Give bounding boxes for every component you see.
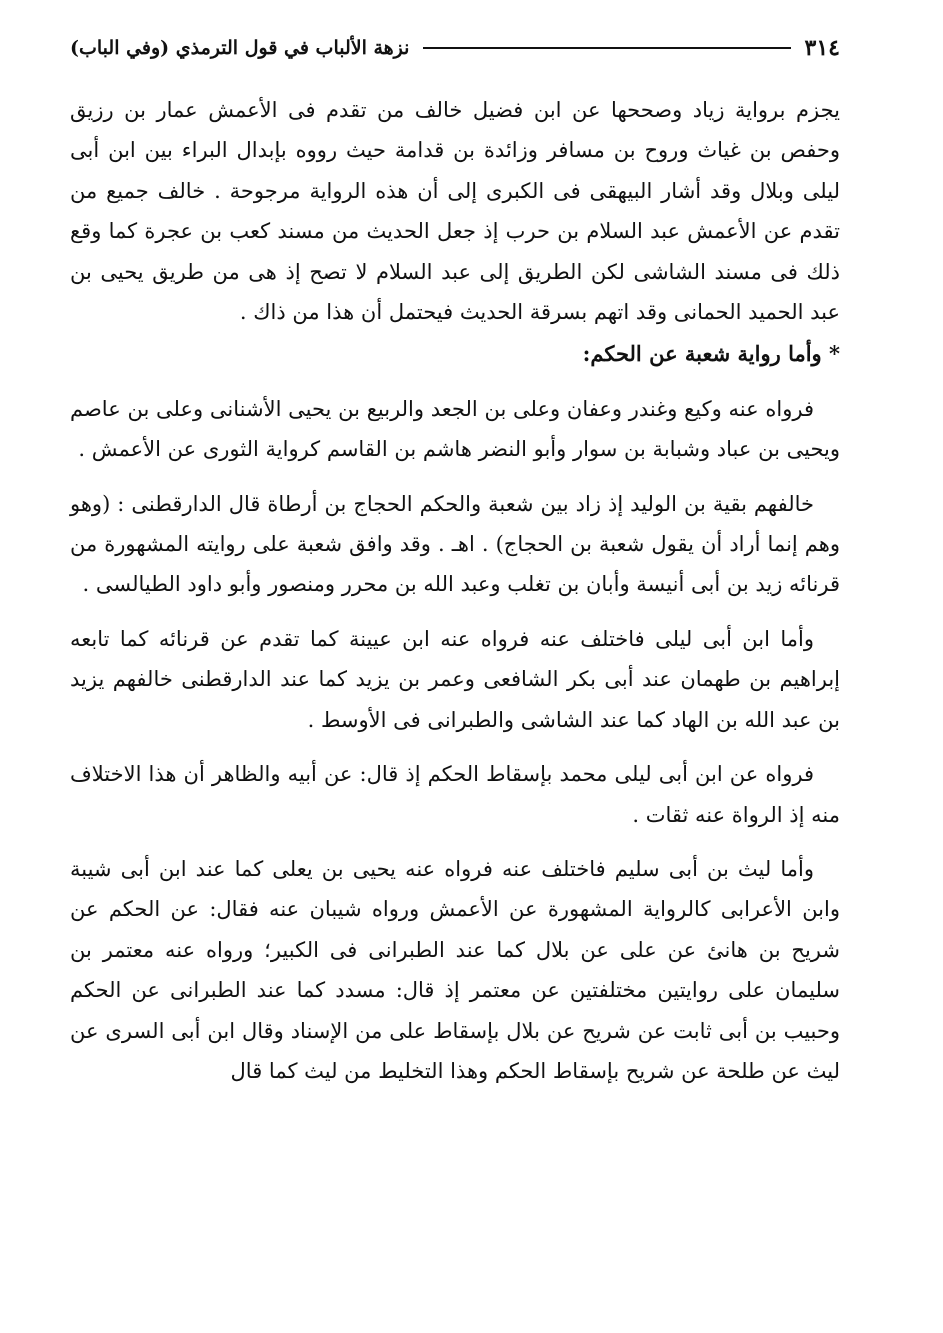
paragraph-3: خالفهم بقية بن الوليد إذ زاد بين شعبة والحكم الحجاج بن أرطاة قال الدارقطنى : (وهو وهم إنما أراد أن يقول شعبة بن الحجاج) . اهـ . وقد وافق شعبة على روايته المشهورة من قرنائه زيد بن أبى أنيسة وأبان بن تغلب وعبد الله بن محرر ومنصور وأبو داود الطيالسى . <box>70 491 840 597</box>
body-text <box>70 90 840 1091</box>
book-page <box>70 30 840 1310</box>
book-title: نزهة الألباب في قول الترمذي (وفي الباب) <box>70 37 410 59</box>
paragraph-6: وأما ليث بن أبى سليم فاختلف عنه فرواه عنه يحيى بن يعلى كما عند ابن أبى شيبة وابن الأعرابى كالرواية المشهورة عن الأعمش ورواه شيبان عنه فقال: عن الحكم عن شريح بن هانئ عن على عن بلال كما عند الطبرانى فى الكبير؛ ورواه عنه معتمر بن سليمان على روايتين مختلفتين عن معتمر إذ قال: مسدد كما عند الطبرانى عن الحكم وحبيب بن أبى ثابت عن شريح عن بلال بإسقاط على من الإسناد وقال ابن أبى السرى عن ليث عن طلحة عن شريح بإسقاط الحكم وهذا التخليط من ليث كما قال <box>70 856 840 1083</box>
paragraph-2: فرواه عنه وكيع وغندر وعفان وعلى بن الجعد والربيع بن يحيى الأشنانى وعلى بن عاصم ويحيى بن عباد وشبابة بن سوار وأبو النضر هاشم بن القاسم كرواية الثورى عن الأعمش . <box>70 396 840 462</box>
section-heading: * وأما رواية شعبة عن الحكم: <box>582 341 840 367</box>
page-number: ٣١٤ <box>804 35 840 61</box>
header-rule <box>423 47 790 49</box>
paragraph-4: وأما ابن أبى ليلى فاختلف عنه فرواه عنه ابن عيينة كما تقدم عن قرنائه كما تابعه إبراهيم بن طهمان عند أبى بكر الشافعى وعمر بن يزيد كما عند الدارقطنى خالفهم يزيد بن عبد الله بن الهاد كما عند الشاشى والطبرانى فى الأوسط . <box>70 626 840 732</box>
running-header <box>70 30 840 66</box>
paragraph-1: يجزم برواية زياد وصححها عن ابن فضيل خالف من تقدم فى الأعمش عمار بن رزيق وحفص بن غياث وروح بن مسافر وزائدة بن قدامة حيث رووه بإبدال البراء بين ابن أبى ليلى وبلال وقد أشار البيهقى فى الكبرى إلى أن هذه الرواية مرجوحة . خالف جميع من تقدم عن الأعمش عبد السلام بن حرب إذ جعل الحديث من مسند كعب بن عجرة كما وقع ذلك فى مسند الشاشى لكن الطريق إلى عبد السلام لا تصح إذ هى من طريق يحيى بن عبد الحميد الحمانى وقد اتهم بسرقة الحديث فيحتمل أن هذا من ذاك . <box>70 98 840 325</box>
paragraph-5: فرواه عن ابن أبى ليلى محمد بإسقاط الحكم إذ قال: عن أبيه والظاهر أن هذا الاختلاف منه إذ الرواة عنه ثقات . <box>70 762 840 827</box>
